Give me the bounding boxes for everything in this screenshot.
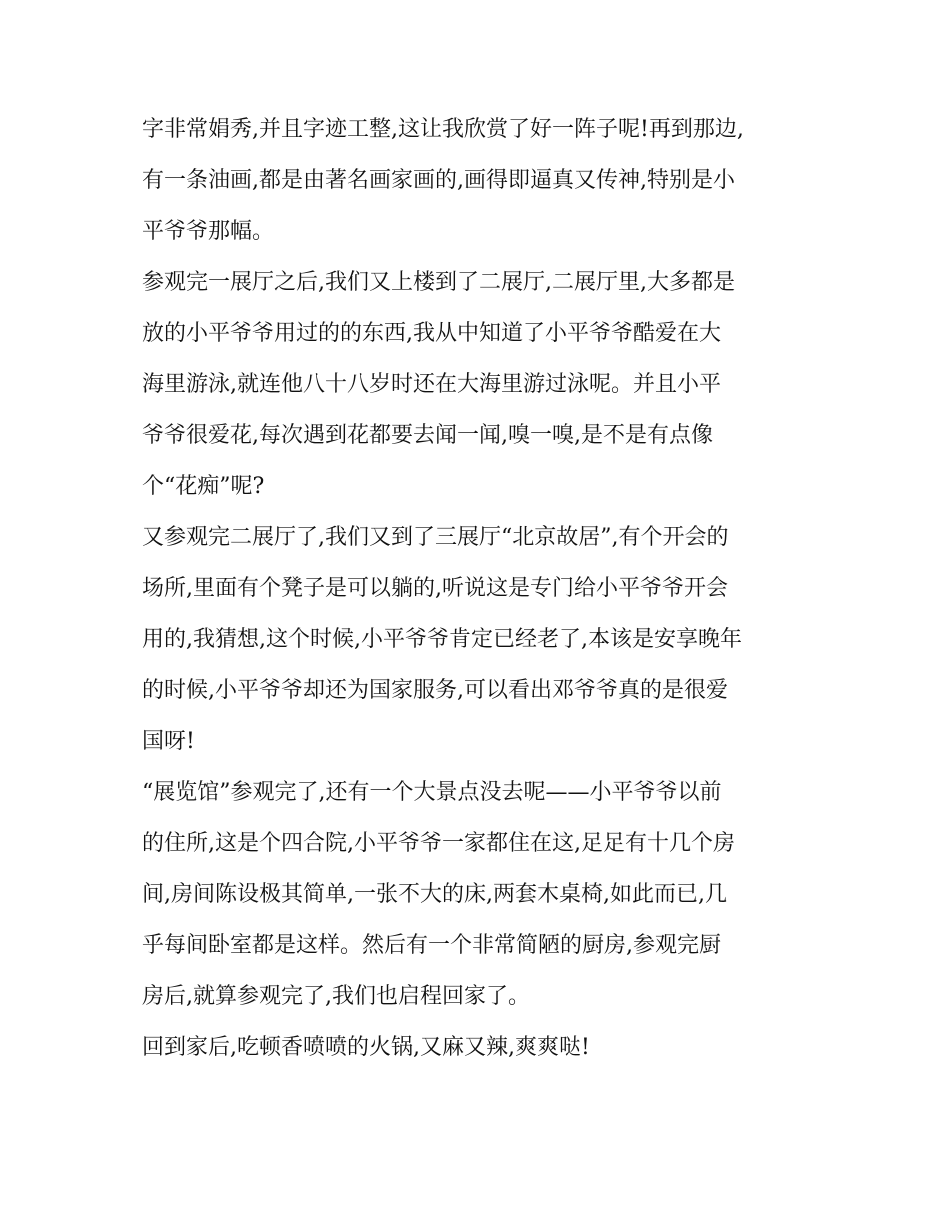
text-line: 字非常娟秀,并且字迹工整,这让我欣赏了好一阵子呢!再到那边, <box>142 117 744 142</box>
text-line: 房后,就算参观完了,我们也启程回家了。 <box>142 984 530 1009</box>
text-line: 场所,里面有个凳子是可以躺的,听说这是专门给小平爷爷开会 <box>142 576 728 601</box>
text-line: 的时候,小平爷爷却还为国家服务,可以看出邓爷爷真的是很爱 <box>142 678 728 703</box>
text-line: 放的小平爷爷用过的的东西,我从中知道了小平爷爷酷爱在大 <box>142 321 721 346</box>
text-line: 回到家后,吃顿香喷喷的火锅,又麻又辣,爽爽哒! <box>142 1035 590 1060</box>
text-line: 海里游泳,就连他八十八岁时还在大海里游过泳呢。并且小平 <box>142 372 721 397</box>
body-text <box>142 108 822 1077</box>
text-line: 有一条油画,都是由著名画家画的,画得即逼真又传神,特别是小 <box>142 168 735 193</box>
text-line: 用的,我猜想,这个时候,小平爷爷肯定已经老了,本该是安享晚年 <box>142 627 742 652</box>
text-line: 国呀! <box>142 729 195 754</box>
text-line: 个“花痴”呢? <box>142 474 265 499</box>
text-line: 乎每间卧室都是这样。然后有一个非常简陋的厨房,参观完厨 <box>142 933 721 958</box>
text-line: 平爷爷那幅。 <box>142 219 275 244</box>
text-line: 间,房间陈设极其简单,一张不大的床,两套木桌椅,如此而已,几 <box>142 882 727 907</box>
text-line: “展览馆”参观完了,还有一个大景点没去呢——小平爷爷以前 <box>142 780 722 805</box>
text-line: 又参观完二展厅了,我们又到了三展厅“北京故居”,有个开会的 <box>142 525 729 550</box>
text-line: 爷爷很爱花,每次遇到花都要去闻一闻,嗅一嗅,是不是有点像 <box>142 423 713 448</box>
text-line: 参观完一展厅之后,我们又上楼到了二展厅,二展厅里,大多都是 <box>142 270 735 295</box>
text-line: 的住所,这是个四合院,小平爷爷一家都住在这,足足有十几个房 <box>142 831 735 856</box>
